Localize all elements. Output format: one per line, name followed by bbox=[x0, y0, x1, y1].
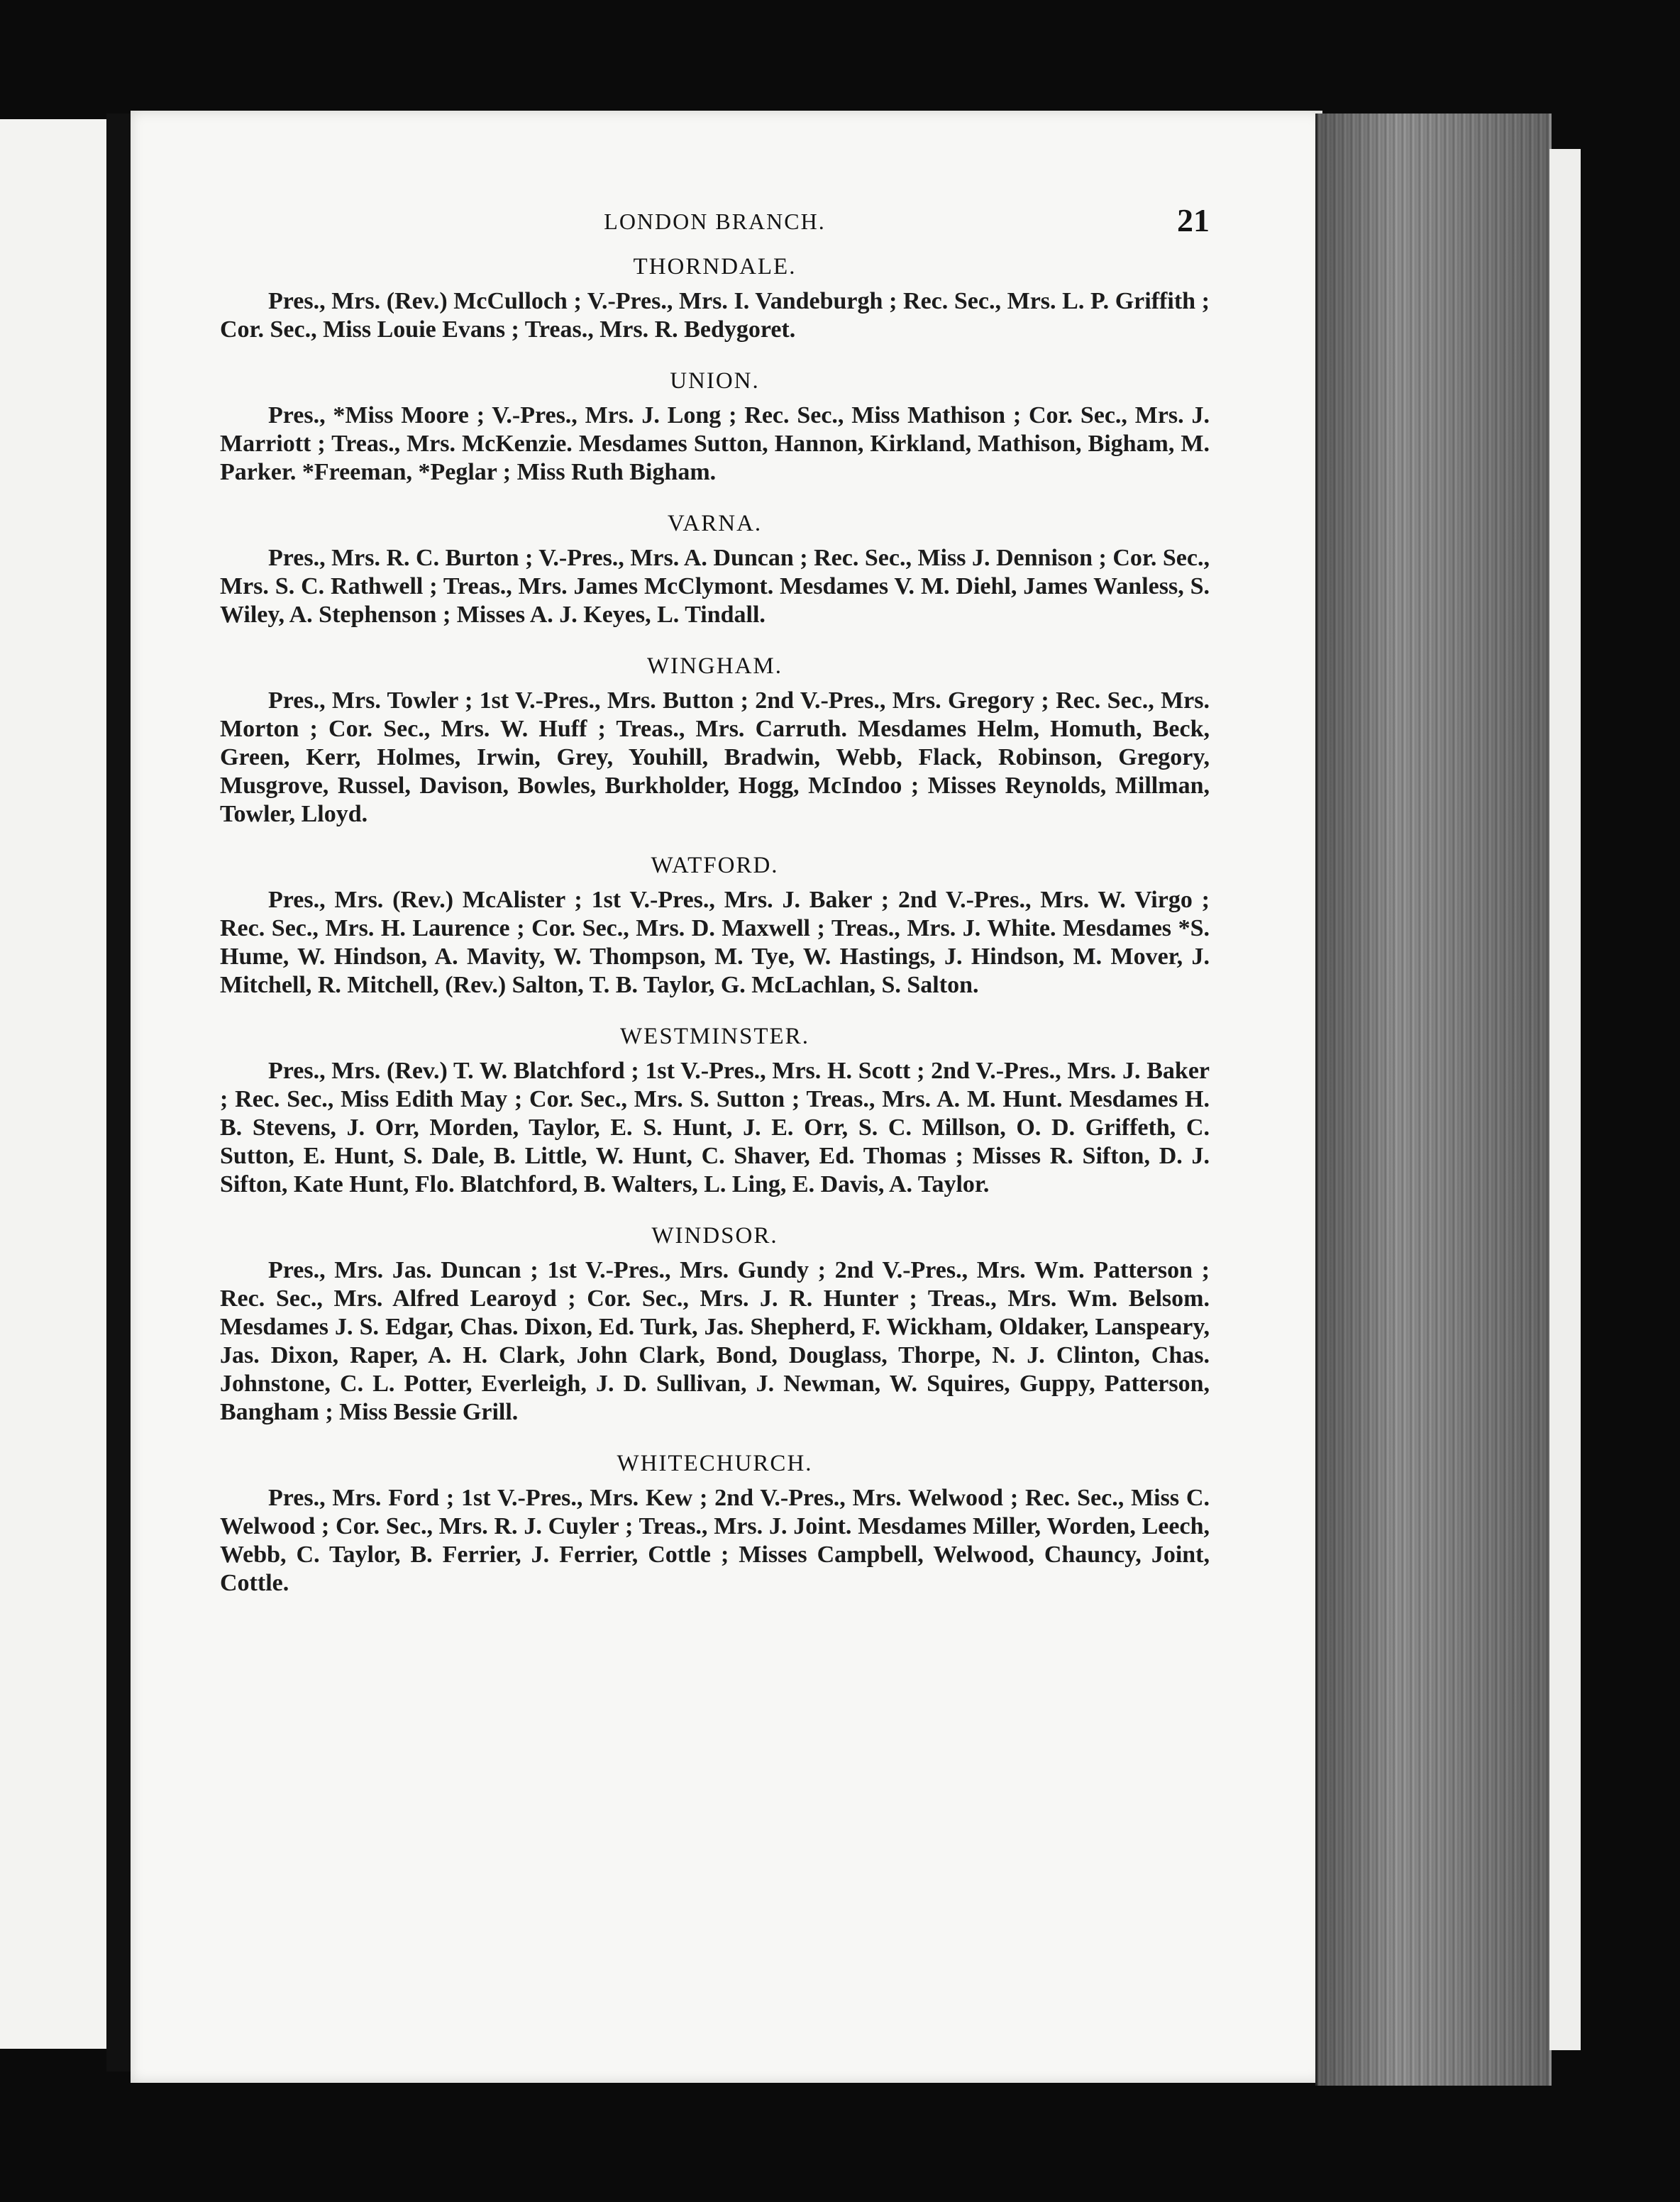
section-title: UNION. bbox=[670, 368, 760, 394]
section-windsor bbox=[220, 1223, 1210, 1427]
section-title: THORNDALE. bbox=[633, 254, 797, 280]
section-thorndale bbox=[220, 254, 1210, 344]
section-body: Pres., *Miss Moore ; V.-Pres., Mrs. J. Long ; Rec. Sec., Miss Mathison ; Cor. Sec., Mrs. J. Marriott ; Treas., Mrs. McKenzie. Mesdames Sutton, Hannon, Kirkland, Mathison, Bigham, M. Parker. *Freeman, *Peglar ; Miss Ruth Bigham. bbox=[220, 402, 1210, 485]
section-varna bbox=[220, 511, 1210, 629]
section-watford bbox=[220, 853, 1210, 1000]
section-title: WHITECHURCH. bbox=[617, 1451, 813, 1476]
section-title: WATFORD. bbox=[651, 853, 779, 878]
section-title: WESTMINSTER. bbox=[620, 1024, 809, 1049]
section-body: Pres., Mrs. Towler ; 1st V.-Pres., Mrs. Button ; 2nd V.-Pres., Mrs. Gregory ; Rec. Sec., Mrs. Morton ; Cor. Sec., Mrs. W. Huff ; Treas., Mrs. Carruth. Mesdames Helm, Homuth, Beck, Green, Kerr, Holmes, Irwin, Grey, Youhill, Bradwin, Webb, Flack, Robinson, Gregory, Musgrove, Russel, Davison, Bowles, Burkholder, Hogg, McIndoo ; Misses Reynolds, Millman, Towler, Lloyd. bbox=[220, 687, 1210, 827]
section-title: VARNA. bbox=[667, 511, 763, 536]
running-head bbox=[220, 201, 1210, 244]
section-body: Pres., Mrs. (Rev.) McAlister ; 1st V.-Pres., Mrs. J. Baker ; 2nd V.-Pres., Mrs. W. Virgo ; Rec. Sec., Mrs. H. Laurence ; Cor. Sec., Mrs. D. Maxwell ; Treas., Mrs. J. White. Mesdames *S. Hume, W. Hindson, A. Mavity, W. Thompson, M. Tye, W. Hastings, J. Hindson, M. Mover, J. Mitchell, R. Mitchell, (Rev.) Salton, T. B. Taylor, G. McLachlan, S. Salton. bbox=[220, 887, 1210, 998]
running-title: LONDON BRANCH. bbox=[604, 209, 826, 234]
section-union bbox=[220, 368, 1210, 487]
page-edges-shading bbox=[1315, 114, 1549, 2086]
page-text-block bbox=[220, 201, 1210, 1622]
section-wingham bbox=[220, 653, 1210, 829]
section-title: WINGHAM. bbox=[646, 653, 783, 679]
section-body: Pres., Mrs. (Rev.) McCulloch ; V.-Pres., Mrs. I. Vandeburgh ; Rec. Sec., Mrs. L. P. Griffith ; Cor. Sec., Miss Louie Evans ; Treas., Mrs. R. Bedygoret. bbox=[220, 288, 1210, 343]
section-body: Pres., Mrs. Ford ; 1st V.-Pres., Mrs. Kew ; 2nd V.-Pres., Mrs. Welwood ; Rec. Sec., Miss C. Welwood ; Cor. Sec., Mrs. R. J. Cuyler ; Treas., Mrs. J. Joint. Mesdames Miller, Worden, Leech, Webb, C. Taylor, B. Ferrier, J. Ferrier, Cottle ; Misses Campbell, Welwood, Chauncy, Joint, Cottle. bbox=[220, 1485, 1210, 1596]
section-title: WINDSOR. bbox=[651, 1223, 778, 1249]
section-westminster bbox=[220, 1024, 1210, 1199]
back-cover-board bbox=[1549, 149, 1581, 2050]
section-whitechurch bbox=[220, 1451, 1210, 1598]
section-body: Pres., Mrs. (Rev.) T. W. Blatchford ; 1st V.-Pres., Mrs. H. Scott ; 2nd V.-Pres., Mrs. J. Baker ; Rec. Sec., Miss Edith May ; Cor. Sec., Mrs. S. Sutton ; Treas., Mrs. A. M. Hunt. Mesdames H. B. Stevens, J. Orr, Morden, Taylor, E. S. Hunt, J. E. Orr, S. C. Millson, O. D. Griffeth, C. Sutton, E. Hunt, S. Dale, B. Little, W. Hunt, C. Shaver, Ed. Thomas ; Misses R. Sifton, D. J. Sifton, Kate Hunt, Flo. Blatchford, B. Walters, L. Ling, E. Davis, A. Taylor. bbox=[220, 1058, 1210, 1197]
previous-page-edge bbox=[0, 119, 109, 2049]
section-body: Pres., Mrs. R. C. Burton ; V.-Pres., Mrs. A. Duncan ; Rec. Sec., Miss J. Dennison ; Cor. Sec., Mrs. S. C. Rathwell ; Treas., Mrs. James McClymont. Mesdames V. M. Diehl, James Wanless, S. Wiley, A. Stephenson ; Misses A. J. Keyes, L. Tindall. bbox=[220, 545, 1210, 628]
page-number: 21 bbox=[1177, 202, 1210, 238]
section-body: Pres., Mrs. Jas. Duncan ; 1st V.-Pres., Mrs. Gundy ; 2nd V.-Pres., Mrs. Wm. Patterson ; Rec. Sec., Mrs. Alfred Learoyd ; Cor. Sec., Mrs. J. R. Hunter ; Treas., Mrs. Wm. Belsom. Mesdames J. S. Edgar, Chas. Dixon, Ed. Turk, Jas. Shepherd, F. Wickham, Oldaker, Lanspeary, Jas. Dixon, Raper, A. H. Clark, John Clark, Bond, Douglass, Thorpe, N. J. Clinton, Chas. Johnstone, C. L. Potter, Everleigh, J. D. Sullivan, J. Newman, W. Squires, Guppy, Patterson, Bangham ; Miss Bessie Grill. bbox=[220, 1257, 1210, 1425]
